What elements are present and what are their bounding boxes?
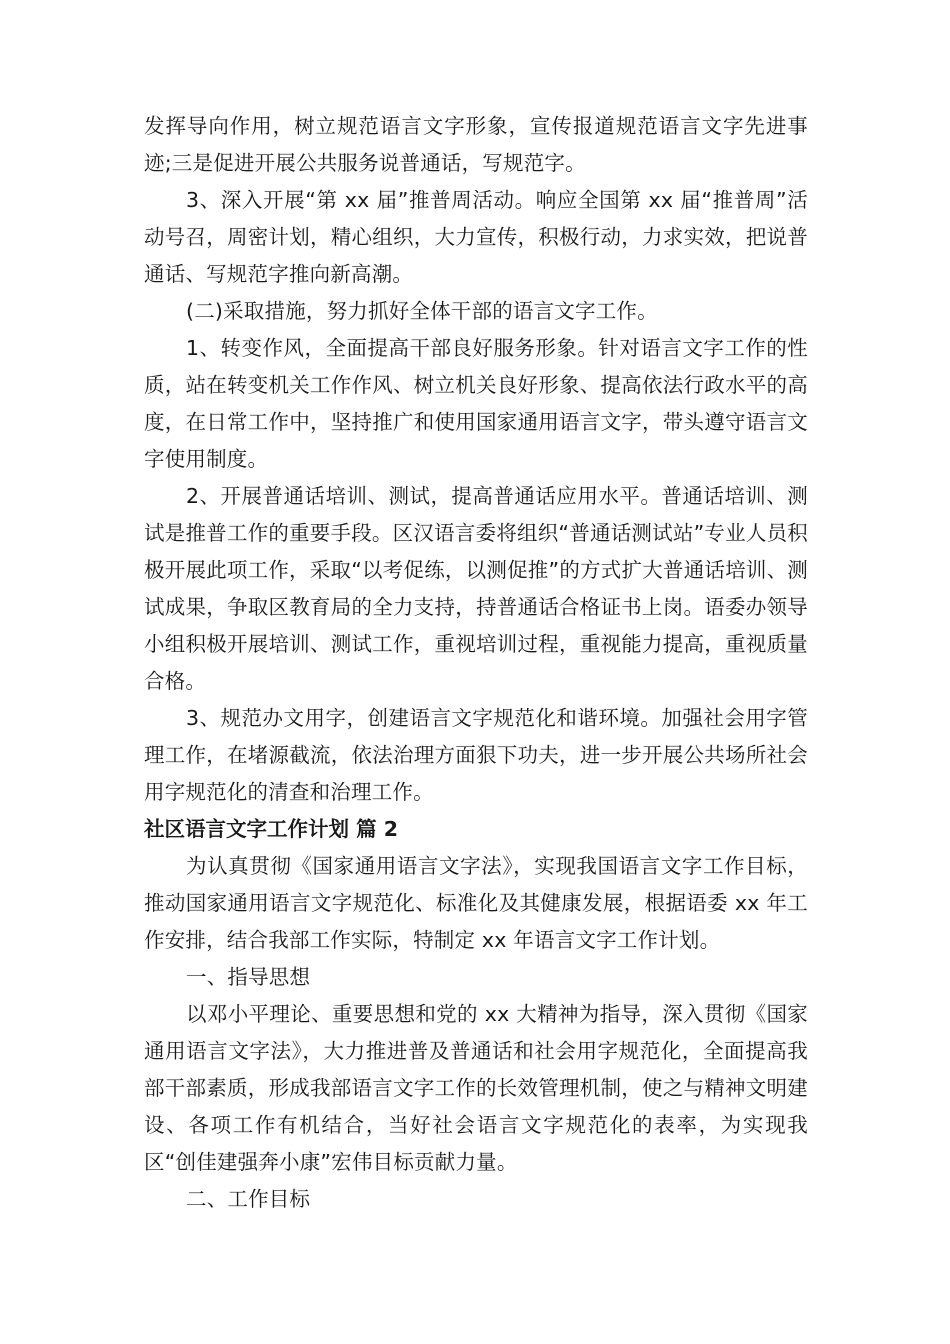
paragraph: 3、规范办文用字，创建语言文字规范化和谐环境。加强社会用字管理工作，在堵源截流，依法治理方面狠下功夫，进一步开展公共场所社会用字规范化的清查和治理工作。 [144,706,808,804]
paragraph: 以邓小平理论、重要思想和党的 xx 大精神为指导，深入贯彻《国家通用语言文字法》，大力推进普及普通话和社会用字规范化，全面提高我部干部素质，形成我部语言文字工作的长效管理机制，使之与精神文明建设、各项工作有机结合，当好社会语言文字规范化的表率，为实现我区“创佳建强奔小康”宏伟目标贡献力量。 [144,1002,808,1174]
section-subheading: 一、指导思想 [186,965,311,989]
paragraph: 为认真贯彻《国家通用语言文字法》，实现我国语言文字工作目标，推动国家通用语言文字规范化、标准化及其健康发展，根据语委 xx 年工作安排，结合我部工作实际，特制定 xx 年语言文字工作计划。 [144,854,808,952]
paragraph: 1、转变作风，全面提高干部良好服务形象。针对语言文字工作的性质，站在转变机关工作作风、树立机关良好形象、提高依法行政水平的高度，在日常工作中，坚持推广和使用国家通用语言文字，带头遵守语言文字使用制度。 [144,336,808,471]
section-subheading: (二)采取措施，努力抓好全体干部的语言文字工作。 [186,299,658,323]
section-heading: 社区语言文字工作计划 篇 2 [144,817,399,841]
section-subheading: 二、工作目标 [186,1187,311,1211]
paragraph: 2、开展普通话培训、测试，提高普通话应用水平。普通话培训、测试是推普工作的重要手段。区汉语言委将组织“普通话测试站”专业人员积极开展此项工作，采取“以考促练，以测促推”的方式扩大普通话培训、测试成果，争取区教育局的全力支持，持普通话合格证书上岗。语委办领导小组积极开展培训、测试工作，重视培训过程，重视能力提高，重视质量合格。 [144,484,808,693]
paragraph: 3、深入开展“第 xx 届”推普周活动。响应全国第 xx 届“推普周”活动号召，周密计划，精心组织，大力宣传，积极行动，力求实效，把说普通话、写规范字推向新高潮。 [144,188,808,286]
document-page [144,108,808,1218]
paragraph: 发挥导向作用，树立规范语言文字形象，宣传报道规范语言文字先进事迹;三是促进开展公共服务说普通话，写规范字。 [144,114,808,175]
